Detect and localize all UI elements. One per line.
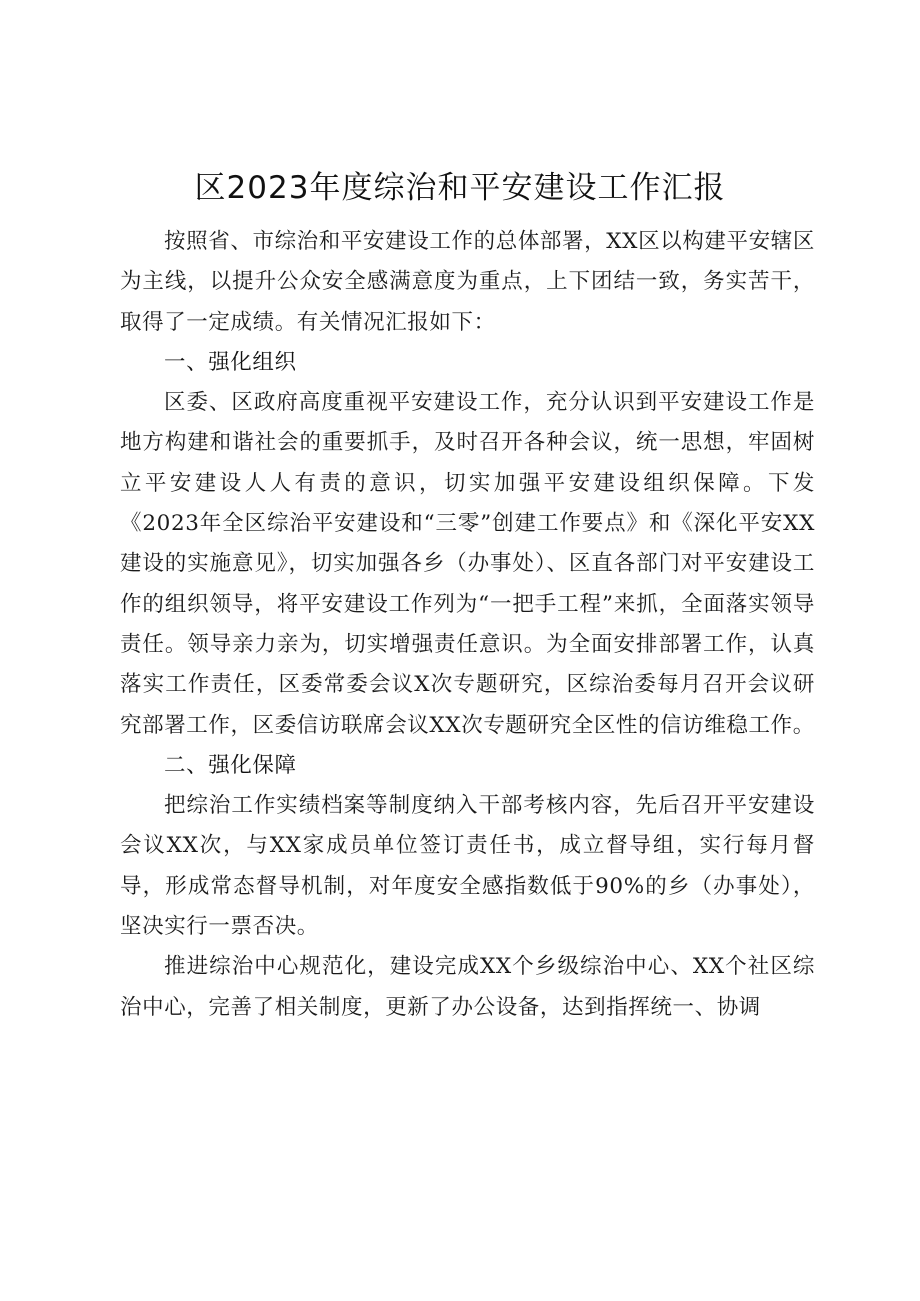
section-paragraph-guarantee-1: 把综治工作实绩档案等制度纳入干部考核内容，先后召开平安建设会议XX次，与XX家成员单位签订责任书，成立督导组，实行每月督导，形成常态督导机制，对年度安全感指数低于90%的乡（办事处），坚决实行一票否决。 bbox=[120, 793, 815, 940]
intro-paragraph: 按照省、市综治和平安建设工作的总体部署，XX区以构建平安辖区为主线，以提升公众安全感满意度为重点，上下团结一致，务实苦干，取得了一定成绩。有关情况汇报如下： bbox=[120, 229, 815, 335]
document-body bbox=[120, 222, 815, 1028]
section-heading-guarantee: 二、强化保障 bbox=[164, 752, 297, 778]
section-heading-organization: 一、强化组织 bbox=[164, 349, 297, 375]
section-paragraph-organization: 区委、区政府高度重视平安建设工作，充分认识到平安建设工作是地方构建和谐社会的重要抓手，及时召开各种会议，统一思想，牢固树立平安建设人人有责的意识，切实加强平安建设组织保障。下发《2023年全区综治平安建设和“三零”创建工作要点》和《深化平安XX建设的实施意见》，切实加强各乡（办事处）、区直各部门对平安建设工作的组织领导，将平安建设工作列为“一把手工程”来抓，全面落实领导责任。领导亲力亲为，切实增强责任意识。为全面安排部署工作，认真落实工作责任，区委常委会议X次专题研究，区综治委每月召开会议研究部署工作，区委信访联席会议XX次专题研究全区性的信访维稳工作。 bbox=[120, 390, 815, 738]
section-paragraph-guarantee-2: 推进综治中心规范化，建设完成XX个乡级综治中心、XX个社区综治中心，完善了相关制度，更新了办公设备，达到指挥统一、协调 bbox=[120, 954, 815, 1020]
document-title: 区2023年度综治和平安建设工作汇报 bbox=[194, 170, 726, 206]
